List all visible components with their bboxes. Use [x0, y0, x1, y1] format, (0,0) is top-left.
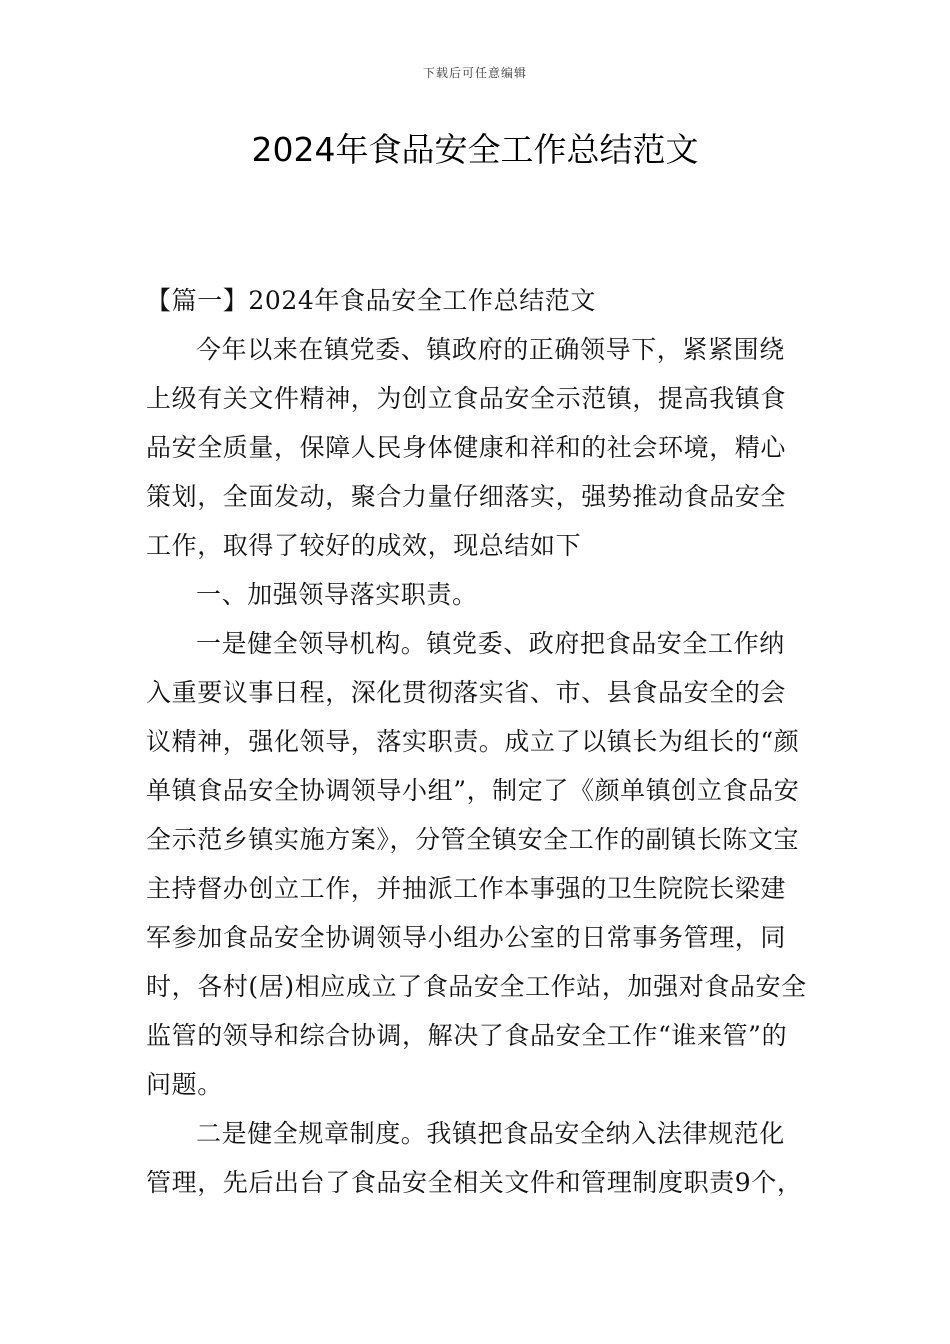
paragraph-heading-one: 一、加强领导落实职责。 — [196, 580, 478, 609]
header-note: 下载后可任意编辑 — [422, 66, 527, 80]
document-title: 2024年食品安全工作总结范文 — [251, 130, 699, 169]
section-heading: 【篇一】2024年食品安全工作总结范文 — [146, 286, 597, 315]
paragraph-intro: 今年以来在镇党委、镇政府的正确领导下，紧紧围绕上级有关文件精神，为创立食品安全示范镇，提高我镇食品安全质量，保障人民身体健康和祥和的社会环境，精心策划，全面发动，聚合力量仔细落实，强势推动食品安全工作，取得了较好的成效，现总结如下 — [146, 335, 787, 560]
document-body — [146, 276, 808, 1207]
paragraph-regulations: 二是健全规章制度。我镇把食品安全纳入法律规范化管理，先后出台了食品安全相关文件和管理制度职责9个， — [146, 1119, 803, 1197]
paragraph-leadership: 一是健全领导机构。镇党委、政府把食品安全工作纳入重要议事日程，深化贯彻落实省、市、县食品安全的会议精神，强化领导，落实职责。成立了以镇长为组长的“颜单镇食品安全协调领导小组”，制定了《颜单镇创立食品安全示范乡镇实施方案》，分管全镇安全工作的副镇长陈文宝主持督办创立工作，并抽派工作本事强的卫生院院长梁建军参加食品安全协调领导小组办公室的日常事务管理，同时，各村(居)相应成立了食品安全工作站，加强对食品安全监管的领导和综合协调，解决了食品安全工作“谁来管”的问题。 — [146, 629, 807, 1099]
